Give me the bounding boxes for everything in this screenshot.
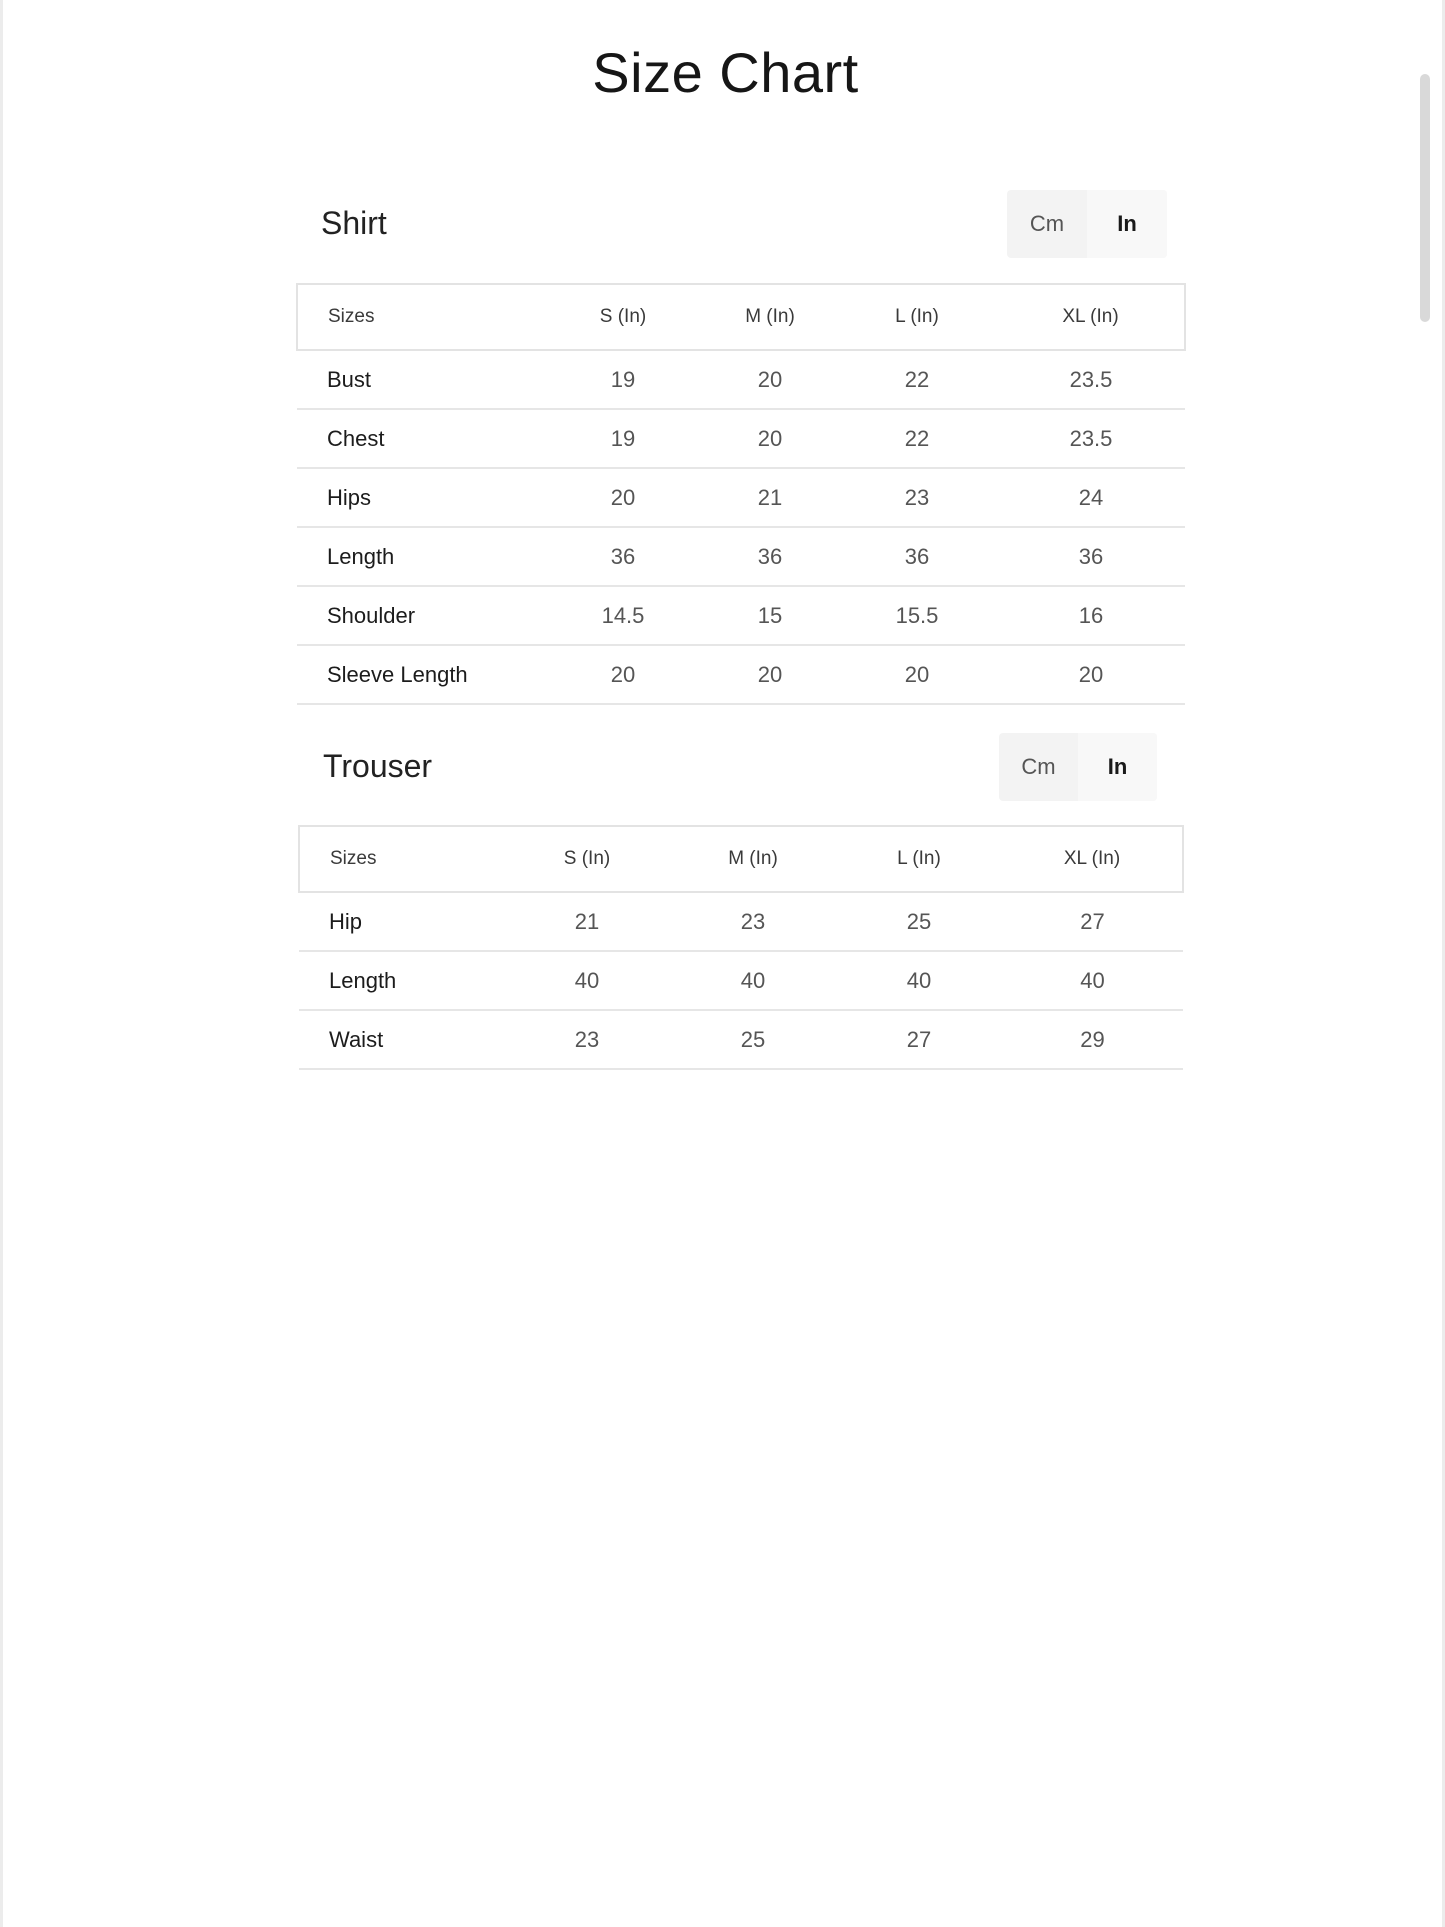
table-cell: 24 — [997, 468, 1185, 527]
table-header-row — [297, 284, 1185, 350]
table-cell: 23 — [670, 892, 836, 951]
row-label: Hip — [299, 892, 504, 951]
row-label: Waist — [299, 1010, 504, 1069]
column-header: Sizes — [297, 284, 543, 350]
table-row — [297, 645, 1185, 704]
shirt-size-table — [296, 283, 1186, 705]
table-cell: 29 — [1002, 1010, 1183, 1069]
table-cell: 20 — [837, 645, 997, 704]
trouser-size-table — [298, 825, 1184, 1070]
table-header-row — [299, 826, 1183, 892]
table-cell: 15 — [703, 586, 837, 645]
table-row — [299, 951, 1183, 1010]
shirt-section-title: Shirt — [321, 205, 387, 241]
table-cell: 23.5 — [997, 350, 1185, 409]
table-cell: 23.5 — [997, 409, 1185, 468]
table-cell: 40 — [836, 951, 1002, 1010]
trouser-unit-cm-button[interactable]: Cm — [1021, 754, 1056, 779]
column-header: S (In) — [504, 826, 670, 892]
table-row — [297, 468, 1185, 527]
table-cell: 20 — [543, 468, 703, 527]
table-cell: 23 — [504, 1010, 670, 1069]
table-cell: 20 — [543, 645, 703, 704]
table-cell: 23 — [837, 468, 997, 527]
shirt-unit-toggle — [1007, 190, 1167, 258]
table-cell: 20 — [997, 645, 1185, 704]
trouser-unit-toggle — [999, 733, 1157, 801]
row-label: Chest — [297, 409, 543, 468]
table-cell: 15.5 — [837, 586, 997, 645]
page-title: Size Chart — [592, 41, 859, 104]
table-row — [297, 586, 1185, 645]
scrollbar-thumb[interactable] — [1420, 74, 1430, 322]
table-cell: 40 — [670, 951, 836, 1010]
table-cell: 40 — [504, 951, 670, 1010]
column-header: L (In) — [837, 284, 997, 350]
table-cell: 22 — [837, 350, 997, 409]
column-header: S (In) — [543, 284, 703, 350]
table-cell: 21 — [703, 468, 837, 527]
row-label: Bust — [297, 350, 543, 409]
table-cell: 36 — [543, 527, 703, 586]
table-cell: 22 — [837, 409, 997, 468]
table-row — [297, 527, 1185, 586]
table-row — [299, 1010, 1183, 1069]
trouser-unit-in-button[interactable]: In — [1078, 733, 1157, 801]
table-cell: 20 — [703, 409, 837, 468]
table-cell: 20 — [703, 645, 837, 704]
table-cell: 36 — [837, 527, 997, 586]
table-row — [297, 409, 1185, 468]
trouser-section-title: Trouser — [323, 748, 433, 784]
column-header: XL (In) — [997, 284, 1185, 350]
table-cell: 25 — [836, 892, 1002, 951]
column-header: L (In) — [836, 826, 1002, 892]
table-cell: 40 — [1002, 951, 1183, 1010]
row-label: Shoulder — [297, 586, 543, 645]
shirt-unit-in-button[interactable]: In — [1087, 190, 1167, 258]
table-cell: 36 — [997, 527, 1185, 586]
shirt-unit-cm-button[interactable]: Cm — [1029, 211, 1065, 236]
table-cell: 21 — [504, 892, 670, 951]
row-label: Hips — [297, 468, 543, 527]
row-label: Sleeve Length — [297, 645, 543, 704]
table-cell: 36 — [703, 527, 837, 586]
column-header: M (In) — [703, 284, 837, 350]
table-cell: 19 — [543, 409, 703, 468]
scrollbar[interactable] — [1418, 74, 1432, 1914]
table-row — [299, 892, 1183, 951]
table-cell: 27 — [836, 1010, 1002, 1069]
table-cell: 25 — [670, 1010, 836, 1069]
column-header: Sizes — [299, 826, 504, 892]
table-cell: 20 — [703, 350, 837, 409]
table-cell: 27 — [1002, 892, 1183, 951]
table-cell: 16 — [997, 586, 1185, 645]
column-header: M (In) — [670, 826, 836, 892]
table-cell: 19 — [543, 350, 703, 409]
column-header: XL (In) — [1002, 826, 1183, 892]
row-label: Length — [297, 527, 543, 586]
row-label: Length — [299, 951, 504, 1010]
table-row — [297, 350, 1185, 409]
table-cell: 14.5 — [543, 586, 703, 645]
